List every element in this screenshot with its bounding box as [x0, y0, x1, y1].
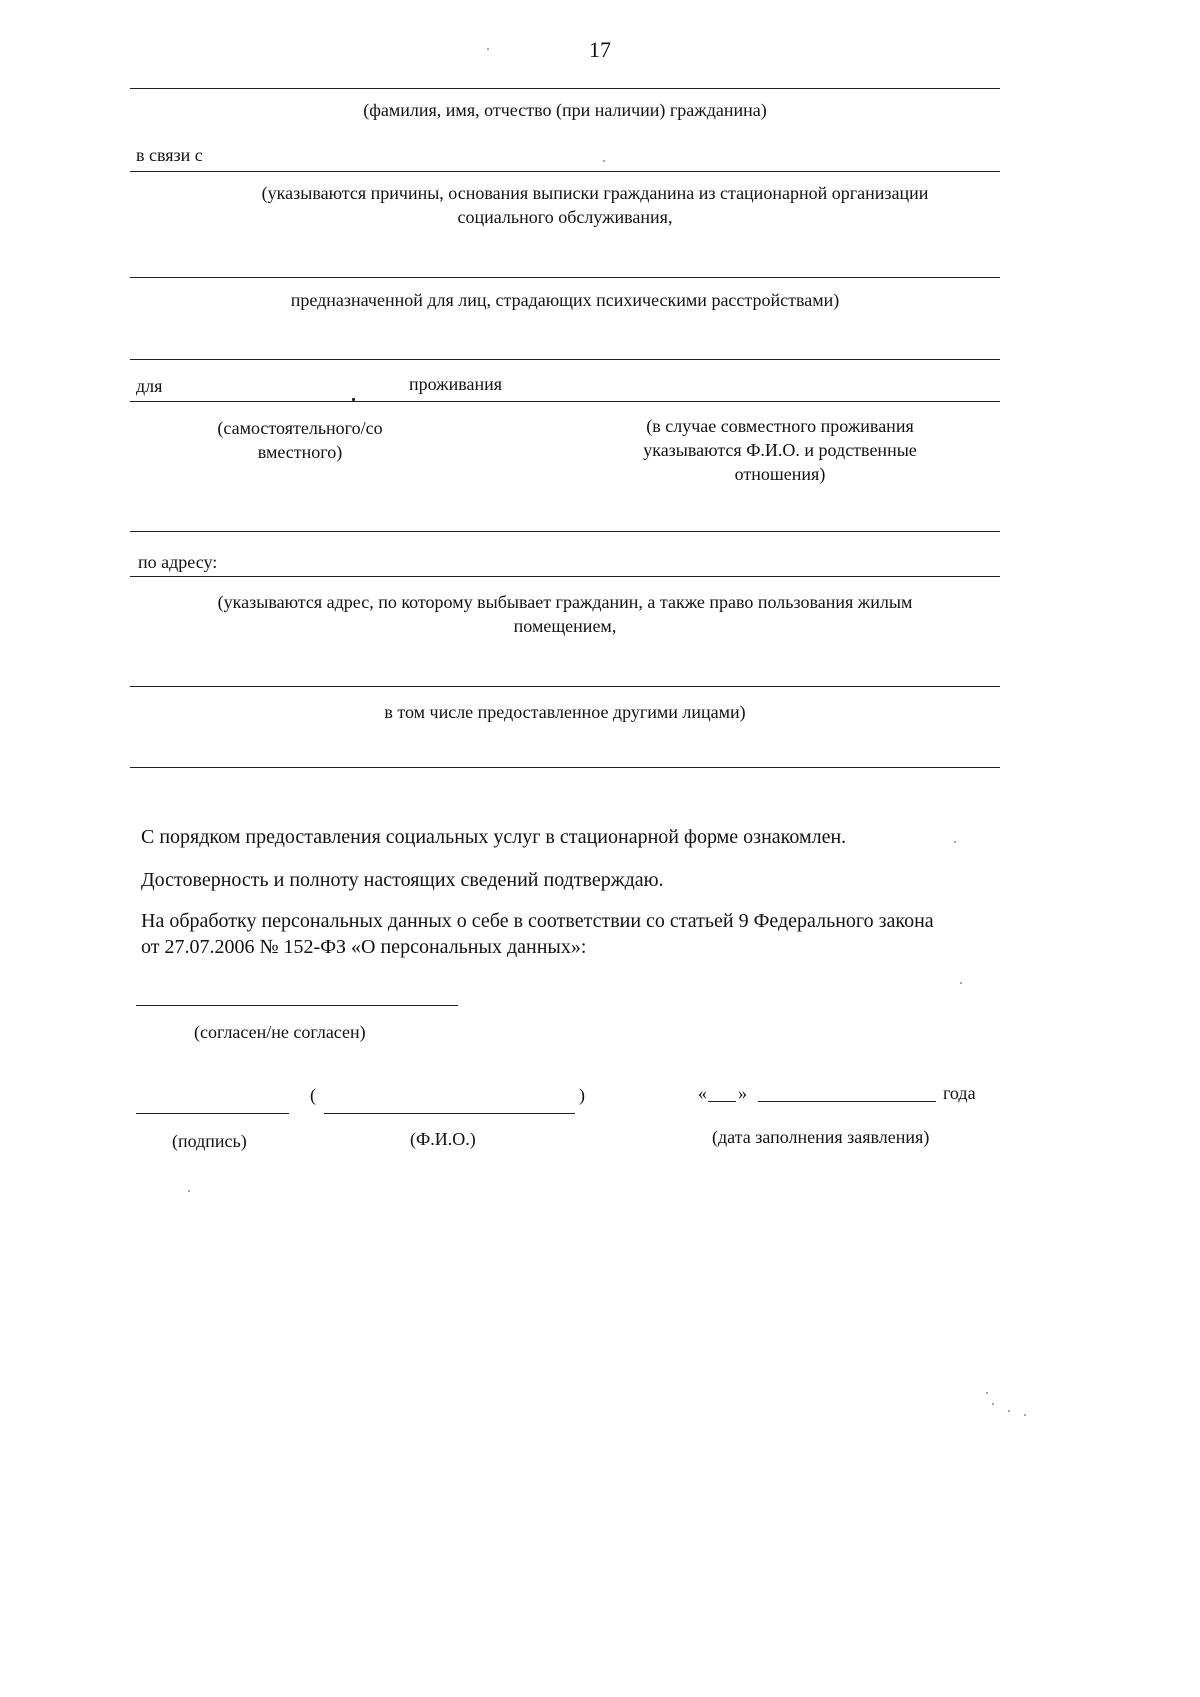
address-underline-3 — [130, 767, 1000, 768]
date-year-label: года — [943, 1083, 976, 1103]
address-caption-line3: в том числе предоставленное другими лицами) — [384, 702, 746, 722]
scan-speck — [954, 841, 956, 843]
reasons-underline — [130, 171, 1000, 172]
address-label: по адресу: — [138, 552, 218, 572]
scan-speck — [352, 398, 355, 401]
cohabit-underline-2 — [130, 531, 1000, 532]
consent-underline — [136, 1005, 458, 1006]
reasons-caption-line1: (указываются причины, основания выписки гражданина из стационарной организации — [261, 183, 929, 203]
statement-personal-data-line1: На обработку персональных данных о себе в соответствии со статьей 9 Федерального закона — [141, 910, 934, 932]
reasons-caption-line2: социального обслуживания, — [457, 207, 673, 227]
statement-personal-data-line2: от 27.07.2006 № 152-ФЗ «О персональных данных»: — [141, 936, 587, 958]
scan-speck — [487, 48, 489, 50]
in-connection-label: в связи с — [136, 145, 203, 165]
scan-speck — [188, 1190, 190, 1192]
date-filled-caption: (дата заполнения заявления) — [712, 1127, 930, 1147]
consent-caption: (согласен/не согласен) — [194, 1022, 366, 1042]
cohabit-caption-line1: (в случае совместного проживания — [646, 416, 914, 436]
page-number: 17 — [589, 37, 611, 62]
for-label: для — [136, 376, 163, 396]
cohabit-underline — [355, 401, 1000, 402]
living-type-underline — [130, 401, 355, 402]
fio-short-caption: (Ф.И.О.) — [410, 1129, 476, 1149]
scan-speck — [1024, 1414, 1026, 1416]
scan-speck — [603, 160, 605, 162]
fio-underline — [130, 88, 1000, 89]
fio-short-underline — [324, 1113, 575, 1114]
scan-speck — [992, 1403, 994, 1405]
date-quote-open: « — [698, 1083, 707, 1103]
cohabit-caption-line2: указываются Ф.И.О. и родственные — [643, 440, 917, 460]
cohabit-caption-line3: отношения) — [734, 464, 826, 484]
address-caption-line2: помещением, — [513, 616, 617, 636]
living-type-caption-line2: вместного) — [257, 442, 343, 462]
address-underline-2 — [130, 686, 1000, 687]
signature-underline — [136, 1113, 289, 1114]
statement-confirm: Достоверность и полноту настоящих сведений подтверждаю. — [141, 869, 664, 891]
signature-caption: (подпись) — [172, 1131, 247, 1151]
scan-speck — [1008, 1410, 1010, 1412]
scan-speck — [986, 1392, 988, 1394]
statement-acquainted: С порядком предоставления социальных услуг в стационарной форме ознакомлен. — [141, 826, 847, 848]
reasons-caption-line3: предназначенной для лиц, страдающих психическими расстройствами) — [290, 290, 840, 310]
living-type-caption-line1: (самостоятельного/со — [217, 418, 383, 438]
address-caption-line1: (указываются адрес, по которому выбывает гражданин, а также право пользования жилым — [217, 592, 913, 612]
address-underline — [130, 576, 1000, 577]
fio-caption: (фамилия, имя, отчество (при наличии) гражданина) — [363, 100, 767, 120]
reasons-underline-3 — [130, 359, 1000, 360]
scan-speck — [960, 982, 962, 984]
date-quote-close: » — [738, 1083, 747, 1103]
reasons-underline-2 — [130, 277, 1000, 278]
living-label: проживания — [409, 374, 503, 394]
fio-open-paren: ( — [310, 1085, 316, 1105]
date-day-underline — [708, 1101, 736, 1102]
date-month-underline — [758, 1101, 936, 1102]
fio-close-paren: ) — [579, 1085, 585, 1105]
